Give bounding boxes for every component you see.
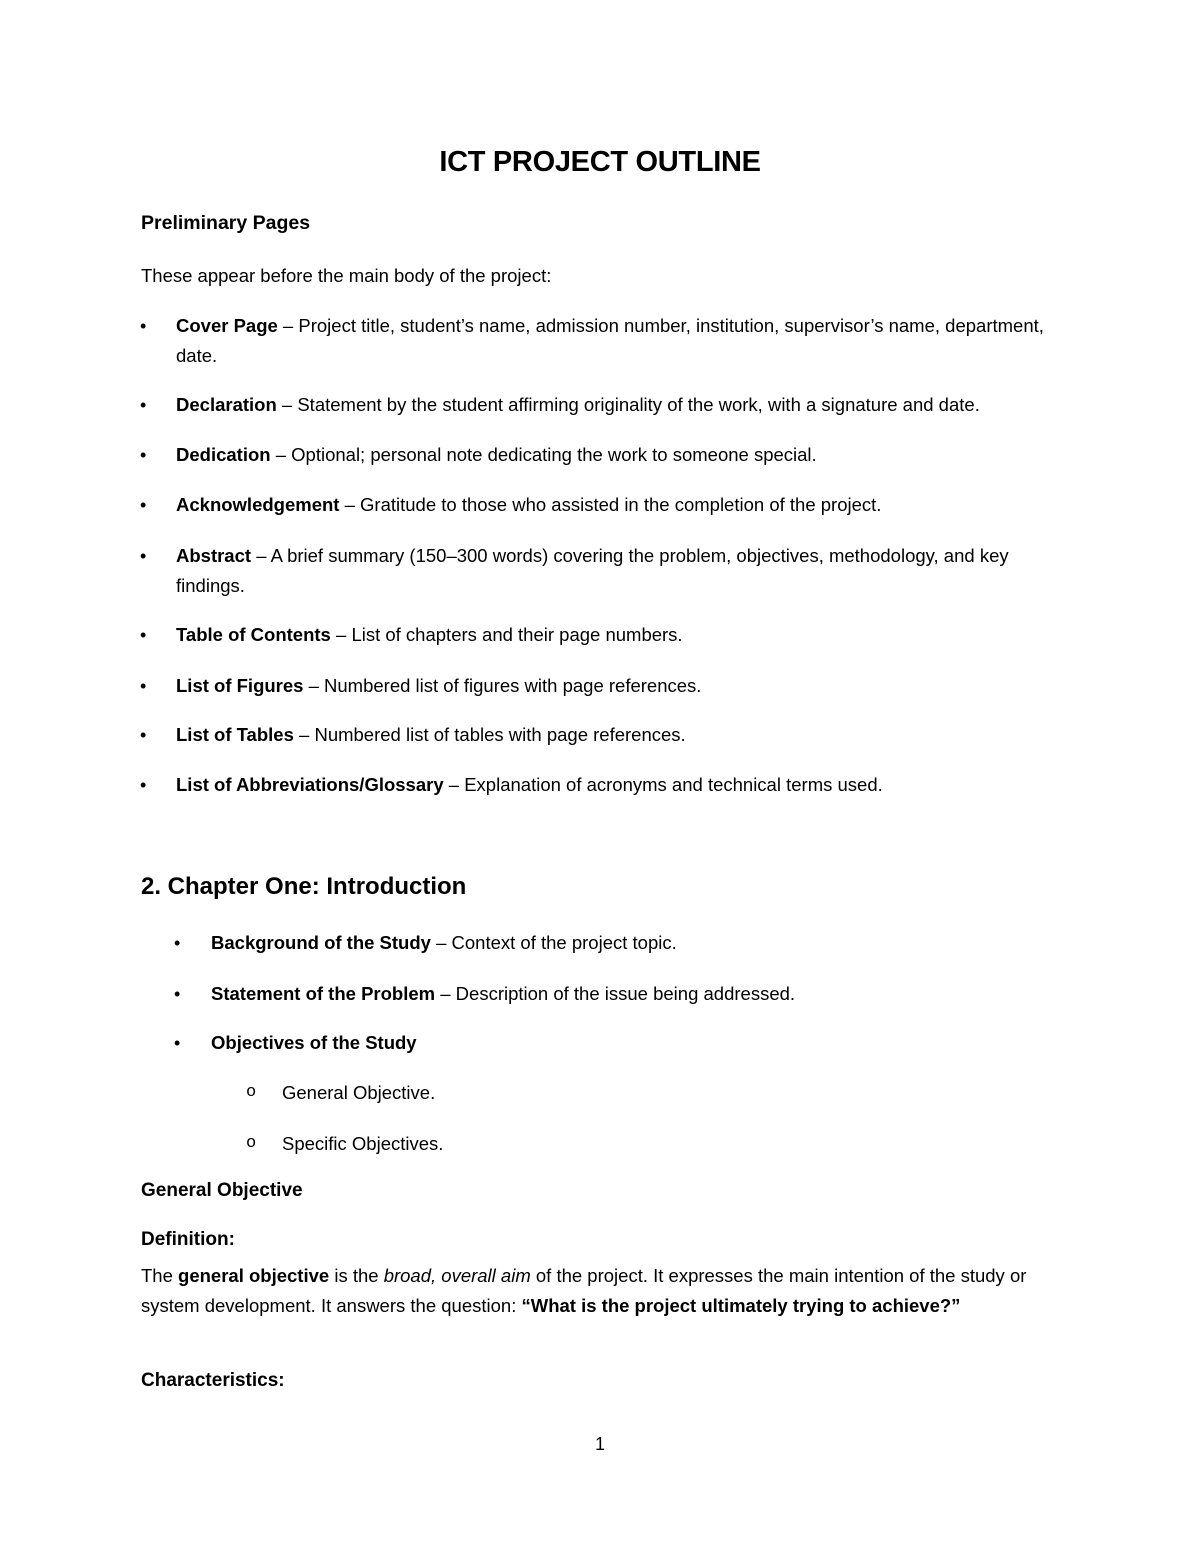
item-separator: – bbox=[251, 545, 271, 566]
list-item bbox=[140, 770, 1056, 800]
list-item bbox=[174, 928, 1091, 958]
item-term: Objectives of the Study bbox=[211, 1032, 417, 1053]
list-item bbox=[140, 541, 1056, 601]
bullet-icon: • bbox=[140, 316, 147, 336]
item-description: Context of the project topic. bbox=[451, 932, 677, 953]
bullet-icon: • bbox=[174, 1033, 181, 1053]
bullet-icon: • bbox=[140, 725, 147, 745]
sub-list-item bbox=[246, 1129, 444, 1159]
item-term: Background of the Study bbox=[211, 932, 431, 953]
item-description: Numbered list of tables with page references. bbox=[314, 724, 686, 745]
bullet-icon: • bbox=[140, 445, 147, 465]
bullet-icon: • bbox=[140, 495, 147, 515]
definition-question: “What is the project ultimately trying to achieve?” bbox=[521, 1295, 961, 1316]
preliminary-heading: Preliminary Pages bbox=[141, 212, 311, 234]
item-term: Declaration bbox=[176, 394, 277, 415]
list-item bbox=[140, 490, 1056, 520]
bullet-icon: • bbox=[140, 625, 147, 645]
list-item bbox=[140, 620, 1056, 650]
item-term: List of Tables bbox=[176, 724, 294, 745]
circle-bullet-icon: o bbox=[246, 1083, 257, 1102]
document-title: ICT PROJECT OUTLINE bbox=[439, 146, 761, 178]
item-separator: – bbox=[330, 624, 352, 645]
item-separator: – bbox=[303, 675, 325, 696]
item-description: Project title, student’s name, admission number, institution, supervisor’s name, department, date. bbox=[176, 315, 1044, 366]
item-term: Abstract bbox=[176, 545, 252, 566]
bullet-icon: • bbox=[174, 984, 181, 1004]
list-item bbox=[174, 1028, 1091, 1058]
item-separator: – bbox=[276, 394, 298, 415]
definition-label: Definition: bbox=[141, 1229, 235, 1250]
item-description: Gratitude to those who assisted in the completion of the project. bbox=[360, 494, 882, 515]
item-description: Description of the issue being addressed. bbox=[455, 983, 796, 1004]
bullet-icon: • bbox=[140, 546, 147, 566]
definition-emphasis: general objective bbox=[178, 1265, 330, 1286]
item-description: Explanation of acronyms and technical terms used. bbox=[464, 774, 883, 795]
definition-text: of the project. It expresses the main intention of the study or system development. It answers the question: bbox=[141, 1265, 1027, 1316]
page-number: 1 bbox=[594, 1434, 605, 1454]
item-description: List of chapters and their page numbers. bbox=[351, 624, 683, 645]
list-item bbox=[174, 979, 1091, 1009]
item-separator: – bbox=[430, 932, 452, 953]
definition-italic: broad, overall aim bbox=[383, 1265, 531, 1286]
bullet-icon: • bbox=[140, 676, 147, 696]
item-term: Acknowledgement bbox=[176, 494, 340, 515]
list-item bbox=[140, 311, 1056, 371]
bullet-icon: • bbox=[174, 933, 181, 953]
preliminary-intro: These appear before the main body of the project: bbox=[141, 265, 552, 286]
chapter-heading: 2. Chapter One: Introduction bbox=[141, 873, 467, 900]
list-item bbox=[140, 671, 1056, 701]
list-item bbox=[140, 720, 1056, 750]
sub-item-label: Specific Objectives. bbox=[282, 1133, 444, 1154]
definition-text: is the bbox=[329, 1265, 384, 1286]
item-separator: – bbox=[277, 315, 299, 336]
definition-paragraph bbox=[141, 1261, 1041, 1321]
sub-item-label: General Objective. bbox=[282, 1082, 436, 1103]
item-description: A brief summary (150–300 words) covering the problem, objectives, methodology, and key findings. bbox=[176, 545, 1009, 596]
item-description: Numbered list of figures with page references. bbox=[324, 675, 702, 696]
list-item bbox=[140, 390, 1056, 420]
general-objective-heading: General Objective bbox=[141, 1180, 303, 1201]
item-description: Optional; personal note dedicating the work to someone special. bbox=[291, 444, 817, 465]
bullet-icon: • bbox=[140, 395, 147, 415]
item-term: Cover Page bbox=[176, 315, 278, 336]
item-description: Statement by the student affirming originality of the work, with a signature and date. bbox=[297, 394, 980, 415]
item-separator: – bbox=[435, 983, 456, 1004]
item-term: Table of Contents bbox=[176, 624, 331, 645]
item-term: Statement of the Problem bbox=[211, 983, 436, 1004]
characteristics-label: Characteristics: bbox=[141, 1370, 285, 1391]
circle-bullet-icon: o bbox=[246, 1134, 257, 1153]
item-separator: – bbox=[293, 724, 315, 745]
definition-text: The bbox=[141, 1265, 179, 1286]
item-term: Dedication bbox=[176, 444, 271, 465]
item-separator: – bbox=[270, 444, 292, 465]
item-separator: – bbox=[339, 494, 361, 515]
bullet-icon: • bbox=[140, 775, 147, 795]
item-separator: – bbox=[443, 774, 465, 795]
sub-list-item bbox=[246, 1078, 436, 1108]
list-item bbox=[140, 440, 1056, 470]
item-term: List of Figures bbox=[176, 675, 304, 696]
item-term: List of Abbreviations/Glossary bbox=[176, 774, 444, 795]
